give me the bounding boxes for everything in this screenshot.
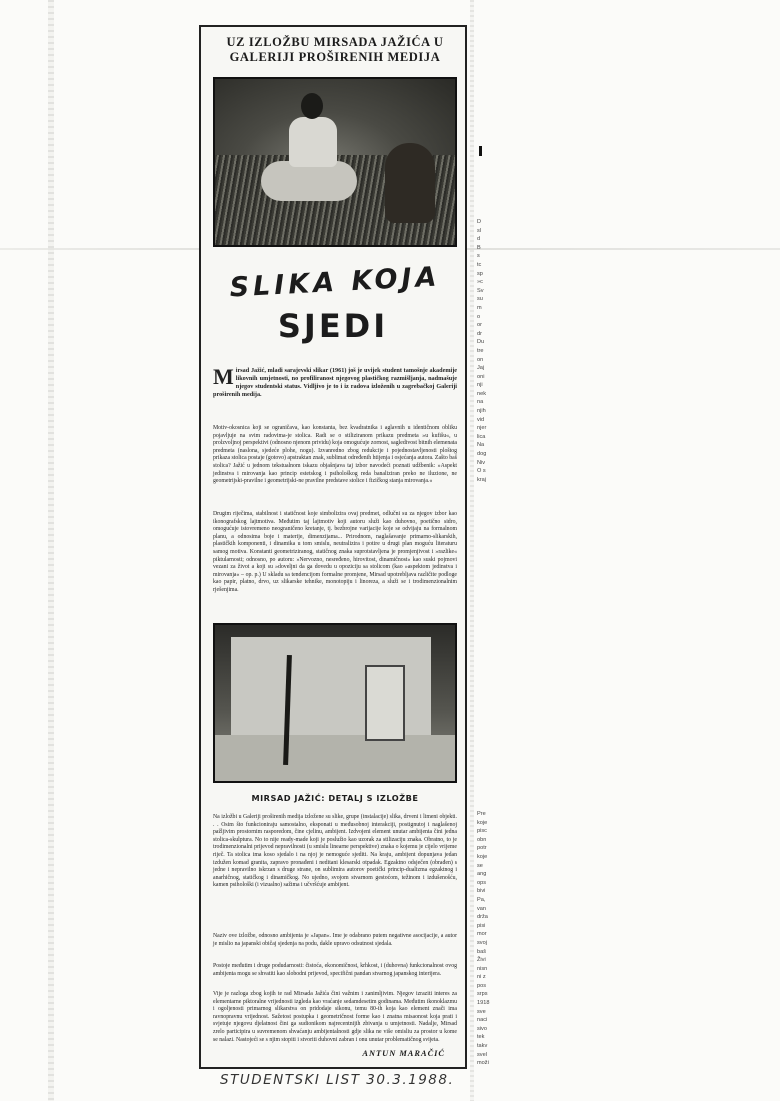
neighbor-column-bottom — [477, 810, 507, 1068]
neighbor-text-fragment: koje — [477, 853, 488, 860]
neighbor-text-fragment: dog — [477, 451, 487, 458]
neighbor-text-fragment: O s — [477, 468, 486, 475]
photo-dog — [385, 143, 435, 223]
neighbor-column-top — [477, 218, 507, 484]
scan-artifact-middle — [470, 0, 474, 1101]
neighbor-text-fragment: s — [477, 253, 480, 260]
neighbor-text-fragment: su — [477, 296, 483, 303]
lead-text: irsad Jažić, mladi sarajevski slikar (1961) još je uvijek student tamošnje akademije likovnih umjetnosti, no profiliranost njegovog plastičkog razmišljanja, nadmašuje njegov studentski status. Vidljivo je to i iz radova izloženih u zagrebačkoj Galeriji proširenih medija. — [213, 367, 457, 398]
neighbor-text-fragment: Pre — [477, 811, 486, 817]
neighbor-text-fragment: pisi — [477, 922, 486, 929]
headline: UZ IZLOŽBU MIRSADA JAŽIĆA U GALERIJI PROŠIRENIH MEDIJA — [226, 35, 444, 64]
column-marker — [479, 146, 482, 156]
neighbor-text-fragment: tre — [477, 347, 484, 354]
neighbor-text-fragment: njih — [477, 408, 486, 415]
neighbor-text-fragment: sve — [477, 1008, 486, 1015]
neighbor-text-fragment: o — [477, 313, 481, 320]
handwritten-title: SLIKA KOJA — [228, 261, 442, 304]
neighbor-text-fragment: D — [477, 219, 482, 225]
neighbor-text-fragment: svel — [477, 1051, 487, 1058]
photo-figure-body — [289, 117, 337, 167]
neighbor-text-fragment: ang — [477, 871, 487, 878]
neighbor-text-fragment: Niv — [477, 459, 486, 466]
neighbor-text-fragment: d — [477, 236, 481, 243]
neighbor-text-fragment: oni — [477, 373, 485, 380]
neighbor-text-fragment: bivi — [477, 888, 486, 895]
drop-cap: M — [213, 364, 234, 389]
neighbor-text-fragment: sivo — [477, 1025, 487, 1032]
neighbor-text-fragment: or — [477, 322, 482, 329]
scan-artifact-left — [48, 0, 54, 1101]
neighbor-text-fragment: pos — [477, 982, 487, 989]
exhibition-photo — [213, 623, 457, 783]
neighbor-text-fragment: B — [477, 244, 481, 251]
neighbor-text-fragment: njer — [477, 425, 487, 432]
neighbor-text-fragment: »c — [477, 279, 483, 286]
neighbor-text-fragment: van — [477, 905, 487, 912]
artist-photo — [213, 77, 457, 247]
neighbor-text-fragment: ops — [477, 879, 487, 886]
neighbor-text-fragment: srps — [477, 991, 488, 998]
neighbor-text-fragment: nisn — [477, 965, 488, 972]
neighbor-text-fragment: moži — [477, 1060, 489, 1067]
neighbor-text-fragment: Du — [477, 339, 485, 346]
neighbor-text-fragment: naci — [477, 1017, 488, 1024]
neighbor-text-fragment: mor — [477, 931, 487, 938]
neighbor-text-fragment: Na — [477, 442, 485, 449]
neighbor-text-fragment: Sv — [477, 287, 484, 294]
photo-figure-head — [301, 93, 323, 119]
article-title: SJEDI — [277, 307, 389, 345]
photo-floor — [215, 735, 455, 781]
body-paragraph: Vije je razloga zbog kojih te rad Mirsada Jažića čini važnim i zanimljivim. Njegov izraziti interes za elementarne piktoralne vrijednosti izgleda kao vraćanje sedamdesetim godinama. Međutim ikonoklazmu i ogoljenosti primarnog slikarstva on pridodaje sikonu, temu 80-ih koja kao element znači ima ravnopravnu vrijednost. Sažetost postupka i geometričnost forme kao i znatna misaonost koja prati i svjetuje njegovu djelatnost čini ga sudionikom najrecentnijih zbivanja u umjetnosti. Nadalje, Mirsad zrelo participira u suvremenom shvaćanju ambijentalnosti gdje slika ne više omisliu za prostor u kome se nalazi. Nastojeći se s njim stopiti i stvoriti duhovni zabran i onu unutar problematičnog svijeta. — [213, 991, 457, 1043]
lead-paragraph — [213, 364, 457, 399]
body-paragraph: Motiv-okosnica koji se ograničava, kao konstanta, bez kvadratnika i aglavnih u identičnom obliku pojavljuje na svim radovima-je stolica. Radi se o stiliziranom prikazu predmeta »u kufišu«, u prolzvoljnoj perspektivi (odnosno njenom prividu) koja omogućuje zornost, sagledivost bitnih elemenata predmeta (naslona, sjedeće plohe, nogu). Izvanredno zbog redukcije i pojednostavljenosti ploštog prikaza stolica postaje (gotovo) apstraktan znak, sublimat određenih htijenja i osjećanja autora. Zašto baš stolica? Jažić u jednom tekstualnom iskazu objašnjava taj izbor navodeći poznati udžbenik: »Aspekt jedinstva i mirovanja kao princip estetskog i psihološkog reda banaliziran preko ne iluzione, ne geometrijski-pravilne i geometrijski-ne pravilne predstave stolice i fizičkog stanja mirovanja.« — [213, 425, 457, 485]
neighbor-text-fragment: ni z — [477, 974, 486, 981]
neighbor-text-fragment: baš — [477, 948, 487, 955]
author-byline: ANTUN MARAČIĆ — [362, 1049, 445, 1058]
neighbor-text-fragment: sl — [477, 227, 482, 234]
photo-figure-legs — [261, 161, 357, 201]
neighbor-text-fragment: takv — [477, 1043, 488, 1050]
handwritten-source-note: STUDENTSKI LIST 30.3.1988. — [220, 1072, 455, 1088]
neighbor-text-fragment: tek — [477, 1034, 485, 1041]
neighbor-text-fragment: Živi — [477, 957, 486, 964]
body-paragraph: Na izložbi u Galeriji proširenih medija izložene su slike, grupe (instalacije) slika, drveni i limeni objekti. . . Osim što funkcioniraju samostalno, eksponati u međusobnoj interakciji, postignutoj i naglašenoj pažljivim prostornim rasporedom, čine cjelinu, ambijent. Izdvojeni element unutar ambijenta čini jedna stolica-skulptura. No to nije ready-made koji je poslužio kao uzorak za stilizaciju znaka. Obratno, to je trodimenzionalni prijevod nepravilnosti (u smislu linearne perspektive) znaka o kojemu je cijelo vrijeme riječ. Ta stolica ima koso sjedalo i na njoj je nemoguće sjediti. Na kraju, ambijent dopunjava jedan izdužen komad granita, zapravo pronađeni i neditani klesarski otpadak. Egzaktno odsječen (obrađen) s jedne i nepravilno iskrzan s druge strane, on sublimira autorov poetički princip-dualizma egzaktnog i anarhičnog, statičkog i dinamičkog. No ujedno, svojom stvarnom gestoćom, težinom i izdušenošću, kamen psihološki (i vizualno) sažima i učvršćuje ambijent. — [213, 814, 457, 889]
neighbor-text-fragment: lica — [477, 433, 486, 440]
neighbor-text-fragment: sp — [477, 270, 483, 277]
neighbor-text-fragment: dr — [477, 330, 482, 337]
neighbor-text-fragment: potr — [477, 845, 487, 852]
neighbor-text-fragment: kraj — [477, 476, 487, 483]
neighbor-text-fragment: koje — [477, 819, 488, 826]
neighbor-text-fragment: se — [477, 862, 483, 869]
neighbor-text-fragment: 1918 — [477, 1000, 490, 1007]
neighbor-text-fragment: drža — [477, 914, 488, 921]
neighbor-text-fragment: obn — [477, 836, 487, 843]
neighbor-text-fragment: tc — [477, 261, 482, 268]
body-paragraph: Drugim riječima, stabilnost i statičnost koje simbolizira ovaj predmet, odlučni su za njegov izbor kao ikonografskog lajtmotiva. Međutim taj lajtmotiv koji autoru služi kao duhovno, poetično sidro, omogućuje istovremeno neograničeno kretanje, tj. bezbrojne varijacije koje se odvijaju na formalnom planu, a odnosima boje i materije, dimenzijama... Prirodnom, naglašavanje primarno-slikarskih, plastičkih komponenti, i dinamika u tom smislu, neutralizira i potire u drugi plan moguću literaturu samog motiva. Konstanti geometriziranog, statičnog znaka suprotstavljena je promjenjivost i »razlike« piktularnosti; odnosno, po autoru: »Nervozno, nesređeno, hirovitost, dinamičnost« kao suski pojmovi vezani za život a koji su »doveljni da ga dovedu u opoziciju sa stolicom (kao »aspektom jedinstva i mirovanja« – op. p.) U skladu sa tendencijom formalne promjene, Mirsad upotrebljava različite podloge kao papir, platno, drvo, uz slikarske tehnike, monotopiju i linoreza, a služi se i trodimenzionalnim rješenjima. — [213, 511, 457, 593]
neighbor-text-fragment: m — [477, 304, 482, 311]
body-paragraph: Postoje međutim i druge podudarnosti: čistoća, ekonomičnost, krhkost, i (duhovna) funkcionalnost ovog ambijenta mogu se shvatiti kao slobodni prijevod, specifični pandan stvarnog japanskog interijera. — [213, 963, 457, 977]
neighbor-text-fragment: nek — [477, 390, 487, 397]
neighbor-text-fragment: Jaj — [477, 365, 485, 372]
photo-object-frame — [365, 665, 405, 741]
neighbor-text-fragment: nji — [477, 382, 483, 389]
neighbor-text-fragment: vid — [477, 416, 485, 423]
neighbor-text-fragment: Pa, — [477, 896, 486, 903]
neighbor-text-fragment: na — [477, 399, 484, 406]
body-paragraph: Naziv ove izložbe, odnosno ambijenta je »Japan«. Ime je odabrano putem negativne asocijacije, a autor je mislio na japanski običaj sjedenja na podu, dakle upravo odsutnost sjedala. — [213, 933, 457, 947]
neighbor-text-fragment: svoj — [477, 939, 487, 946]
newspaper-clipping — [199, 25, 467, 1069]
photo-caption: MIRSAD JAŽIĆ: DETALJ S IZLOŽBE — [251, 793, 419, 803]
neighbor-text-fragment: on — [477, 356, 484, 363]
neighbor-text-fragment: pisc — [477, 828, 487, 835]
